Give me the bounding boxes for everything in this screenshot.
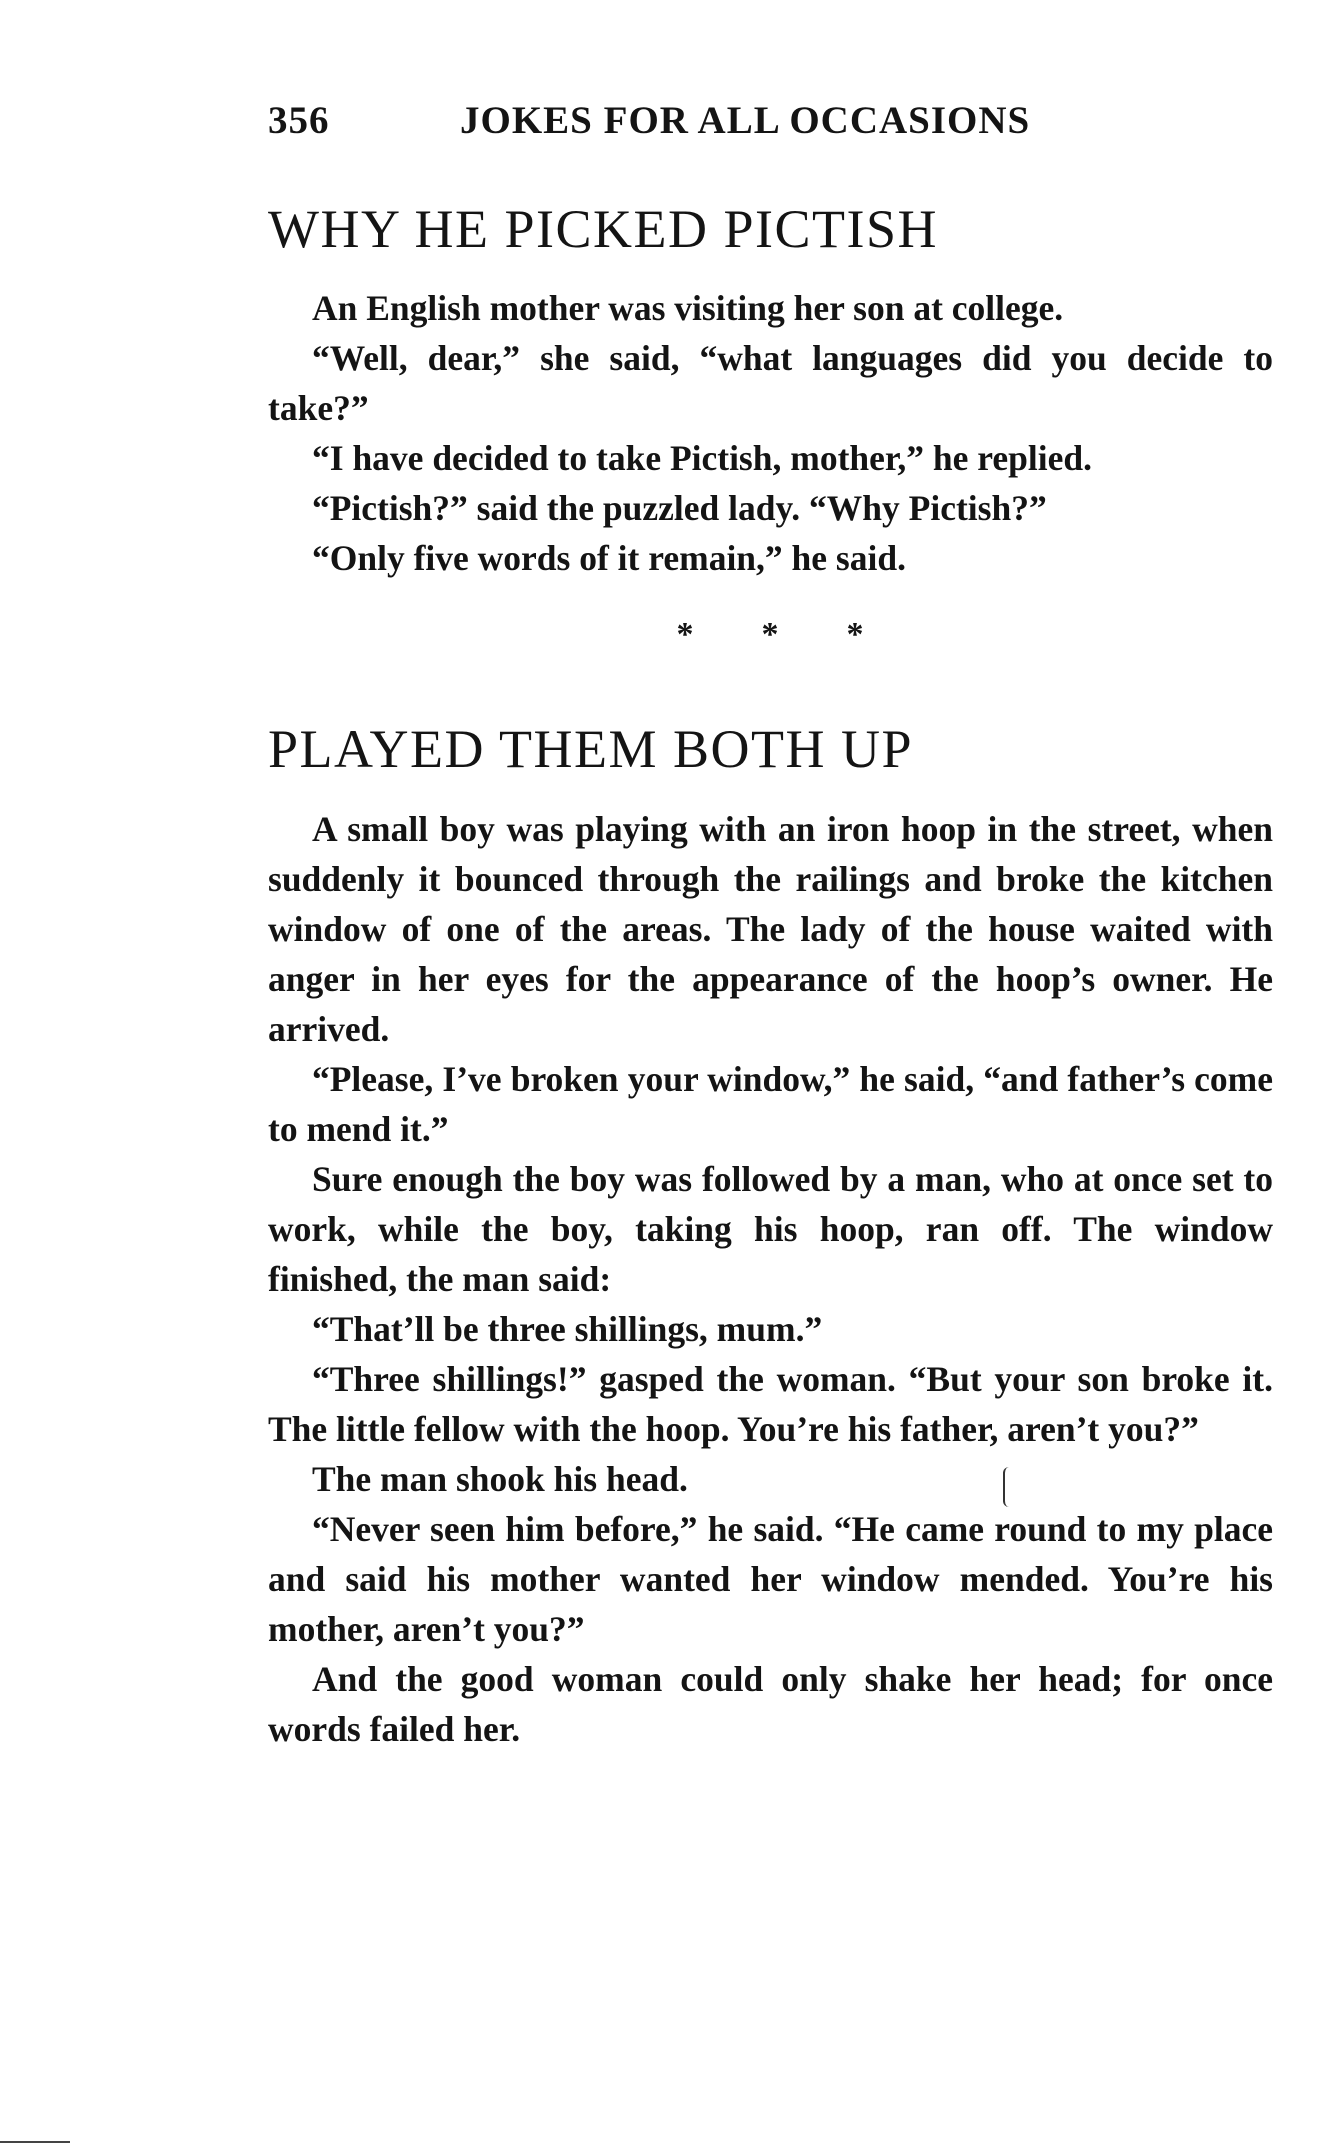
paragraph: “I have decided to take Pictish, mother,” he replied. [312,438,1092,478]
paragraph: “That’ll be three shillings, mum.” [312,1309,823,1349]
running-head [268,98,1268,148]
separator-asterisk: * [846,616,864,653]
page-edge-line [0,2141,70,2143]
paragraph: “Only five words of it remain,” he said. [312,538,906,578]
stray-ink-mark [1003,1467,1011,1507]
paragraph: “Three shillings!” gasped the woman. “But your son broke it. The little fellow with the hoop. You’re his father, aren’t you?” [268,1359,1273,1449]
paragraph: A small boy was playing with an iron hoop in the street, when suddenly it bounced through the railings and broke the kitchen window of one of the areas. The lady of the house waited with anger in her eyes for the appearance of the hoop’s owner. He arrived. [268,809,1273,1049]
joke-title: PLAYED THEM BOTH UP [268,719,914,779]
paragraph: And the good woman could only shake her head; for once words failed her. [268,1659,1273,1749]
separator-asterisk: * [761,616,779,653]
page-number: 356 [268,99,330,142]
paragraph: “Pictish?” said the puzzled lady. “Why Pictish?” [312,488,1047,528]
paragraph: The man shook his head. [312,1459,688,1499]
joke-body [268,804,1273,1754]
paragraph: “Please, I’ve broken your window,” he said, “and father’s come to mend it.” [268,1059,1273,1149]
paragraph: “Well, dear,” she said, “what languages did you decide to take?” [268,338,1273,428]
running-title: JOKES FOR ALL OCCASIONS [460,99,1031,142]
paragraph: An English mother was visiting her son at college. [312,288,1064,328]
joke-body [268,283,1273,583]
paragraph: Sure enough the boy was followed by a man, who at once set to work, while the boy, taking his hoop, ran off. The window finished, the man said: [268,1159,1273,1299]
joke-title: WHY HE PICKED PICTISH [268,199,938,259]
section-separator [670,616,870,654]
separator-asterisk: * [676,616,694,653]
paragraph: “Never seen him before,” he said. “He came round to my place and said his mother wanted her window mended. You’re his mother, aren’t you?” [268,1509,1273,1649]
